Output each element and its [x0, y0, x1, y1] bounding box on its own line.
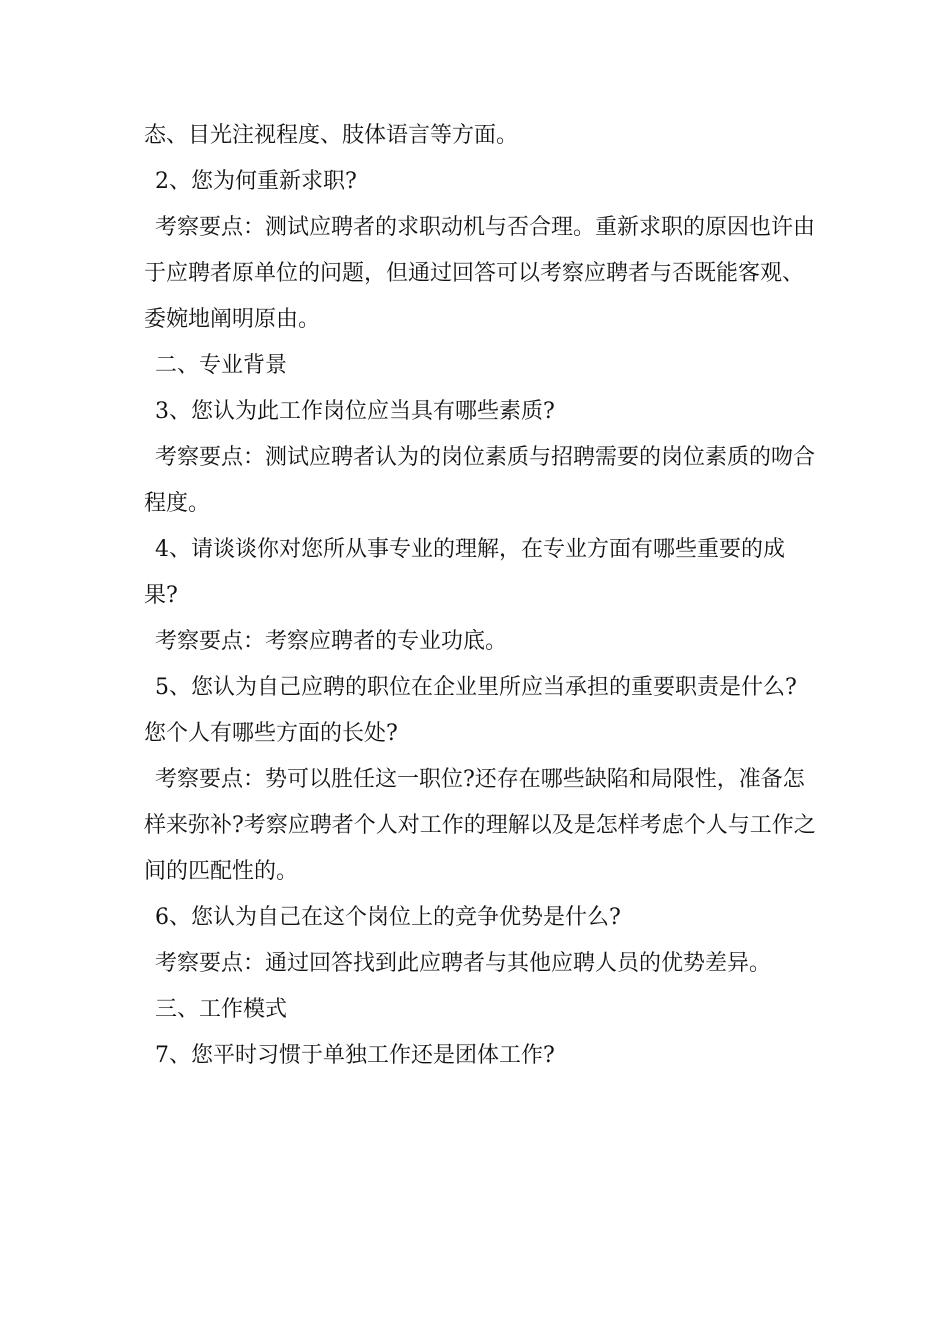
question-3: 3、您认为此工作岗位应当具有哪些素质? — [155, 399, 555, 424]
question-2: 2、您为何重新求职? — [155, 169, 357, 194]
document-body — [144, 113, 816, 1079]
question-4: 4、请谈谈你对您所从事专业的理解，在专业方面有哪些重要的成果? — [144, 537, 785, 608]
question-6: 6、您认为自己在这个岗位上的竞争优势是什么? — [155, 905, 621, 930]
question-2-key-points: 考察要点：测试应聘者的求职动机与否合理。重新求职的原因也许由于应聘者原单位的问题，但通过回答可以考察应聘者与否既能客观、委婉地阐明原由。 — [144, 215, 816, 332]
question-5: 5、您认为自己应聘的职位在企业里所应当承担的重要职责是什么?您个人有哪些方面的长处? — [144, 675, 797, 746]
question-6-key-points: 考察要点：通过回答找到此应聘者与其他应聘人员的优势差异。 — [155, 951, 772, 976]
question-3-key-points: 考察要点：测试应聘者认为的岗位素质与招聘需要的岗位素质的吻合程度。 — [144, 445, 816, 516]
question-5-key-points: 考察要点：势可以胜任这一职位?还存在哪些缺陷和局限性，准备怎样来弥补?考察应聘者个人对工作的理解以及是怎样考虑个人与工作之间的匹配性的。 — [144, 767, 816, 884]
section-heading-professional-background: 二、专业背景 — [155, 353, 288, 378]
question-7: 7、您平时习惯于单独工作还是团体工作? — [155, 1043, 555, 1068]
paragraph-continuation: 态、目光注视程度、肢体语言等方面。 — [144, 123, 519, 148]
section-heading-work-mode: 三、工作模式 — [155, 997, 288, 1022]
question-4-key-points: 考察要点：考察应聘者的专业功底。 — [155, 629, 508, 654]
